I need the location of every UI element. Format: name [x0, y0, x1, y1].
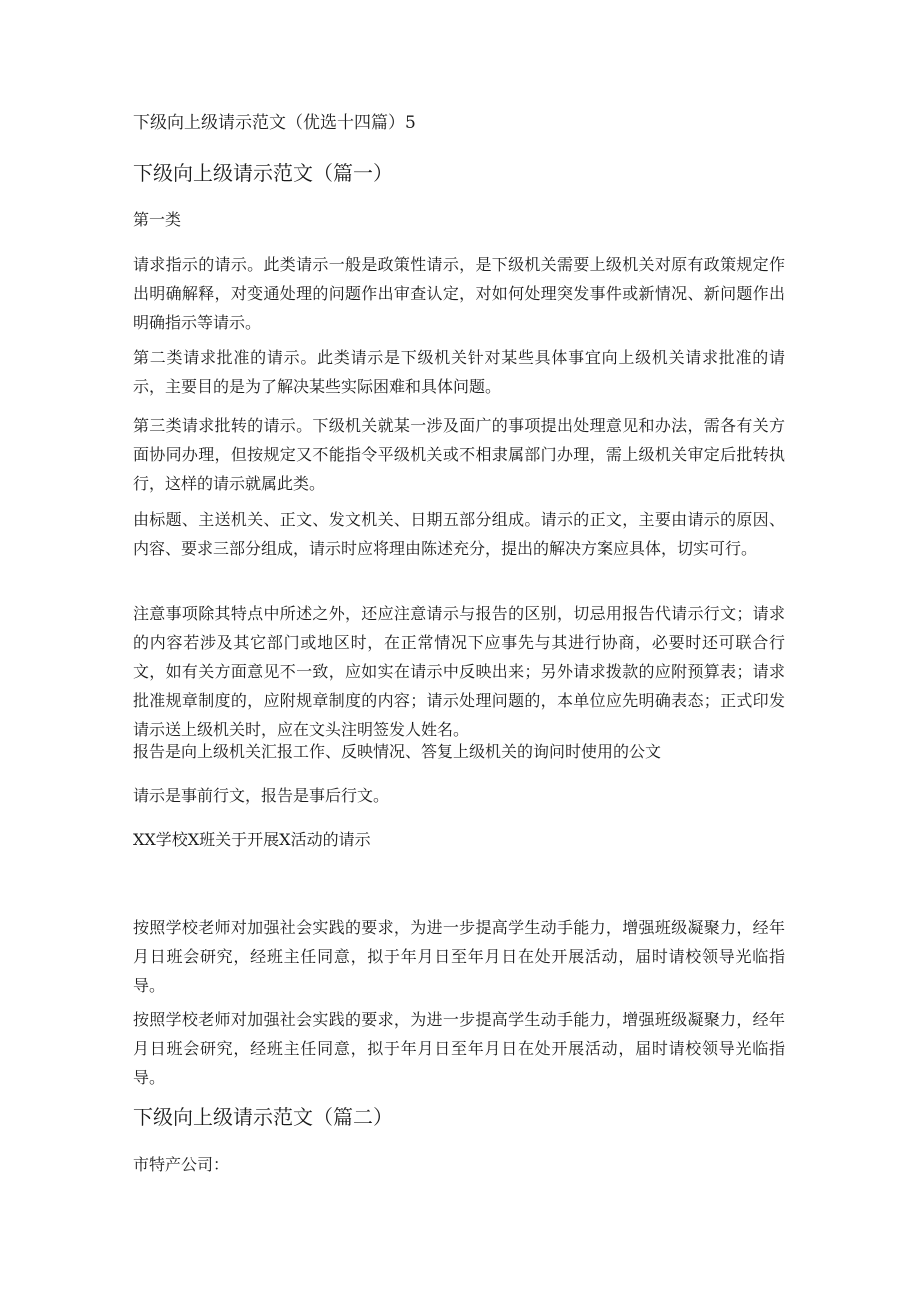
paragraph: 请示是事前行文，报告是事后行文。	[133, 786, 390, 805]
section-heading-1: 下级向上级请示范文（篇一）	[133, 161, 393, 185]
paragraph: 报告是向上级机关汇报工作、反映情况、答复上级机关的询问时使用的公文	[133, 742, 662, 761]
paragraph: 第三类请求批转的请示。下级机关就某一涉及面广的事项提出处理意见和办法，需各有关方面协同办理，但按规定又不能指令平级机关或不相隶属部门办理，需上级机关审定后批转执行，这样的请示就属此类。	[133, 416, 785, 493]
paragraph: 按照学校老师对加强社会实践的要求，为进一步提高学生动手能力，增强班级凝聚力，经年月日班会研究，经班主任同意，拟于年月日至年月日在处开展活动，届时请校领导光临指导。	[133, 918, 785, 995]
paragraph: 请求指示的请示。此类请示一般是政策性请示，是下级机关需要上级机关对原有政策规定作出明确解释，对变通处理的问题作出审查认定，对如何处理突发事件或新情况、新问题作出明确指示等请示。	[133, 255, 785, 332]
paragraph: 市特产公司：	[133, 1155, 230, 1174]
paragraph: 按照学校老师对加强社会实践的要求，为进一步提高学生动手能力，增强班级凝聚力，经年月日班会研究，经班主任同意，拟于年月日至年月日在处开展活动，届时请校领导光临指导。	[133, 1010, 785, 1087]
document-title: 下级向上级请示范文（优选十四篇）5	[133, 113, 416, 133]
paragraph: 第二类请求批准的请示。此类请示是下级机关针对某些具体事宜向上级机关请求批准的请示，主要目的是为了解决某些实际困难和具体问题。	[133, 348, 785, 396]
paragraph: XX学校X班关于开展X活动的请示	[133, 830, 371, 849]
section-heading-2: 下级向上级请示范文（篇二）	[133, 1105, 393, 1129]
paragraph: 由标题、主送机关、正文、发文机关、日期五部分组成。请示的正文，主要由请示的原因、内容、要求三部分组成，请示时应将理由陈述充分，提出的解决方案应具体，切实可行。	[133, 510, 785, 558]
paragraph: 注意事项除其特点中所述之外，还应注意请示与报告的区别，切忌用报告代请示行文；请求的内容若涉及其它部门或地区时，在正常情况下应事先与其进行协商，必要时还可联合行文，如有关方面意见不一致，应如实在请示中反映出来；另外请求拨款的应附预算表；请求批准规章制度的，应附规章制度的内容；请示处理问题的，本单位应先明确表态；正式印发请示送上级机关时，应在文头注明签发人姓名。	[133, 604, 785, 739]
paragraph: 第一类	[133, 210, 182, 229]
